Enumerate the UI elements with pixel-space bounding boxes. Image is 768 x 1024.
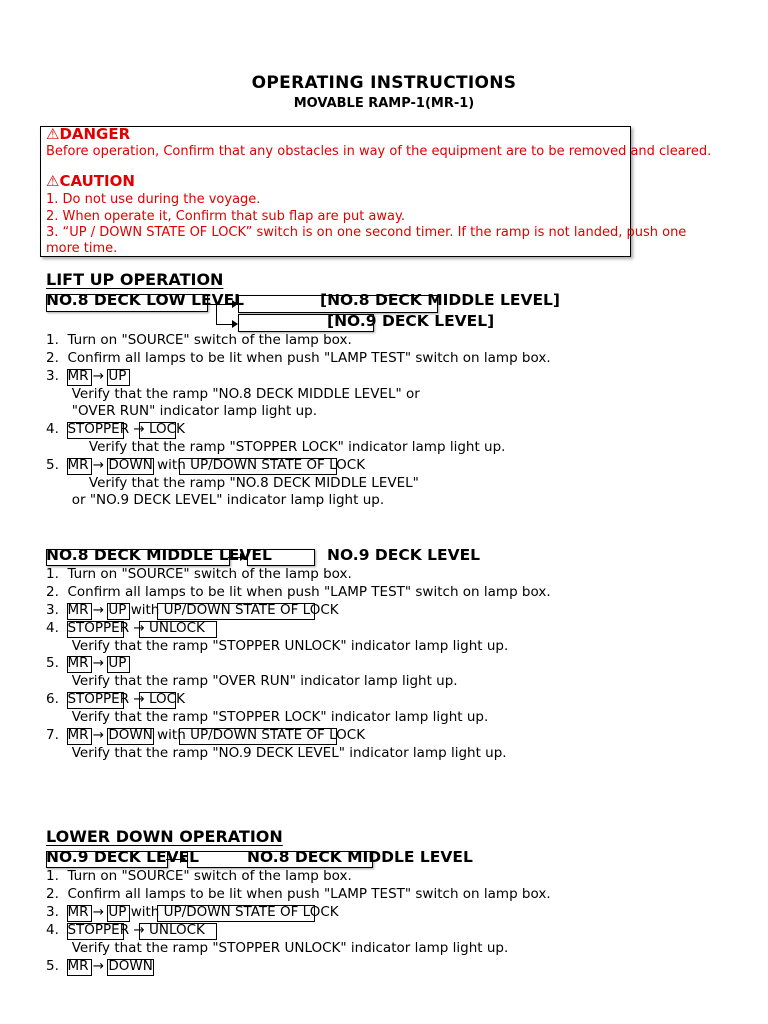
middle-from-level: NO.8 DECK MIDDLE LEVEL xyxy=(46,546,272,564)
step: 4. STOPPER → UNLOCK xyxy=(46,620,205,636)
caution-item-3-cont: more time. xyxy=(46,241,118,256)
switch-box xyxy=(67,692,124,709)
branch-line xyxy=(216,304,217,324)
switch-box xyxy=(107,728,154,745)
lower-from-level: NO.9 DECK LEVEL xyxy=(46,848,200,866)
switch-box xyxy=(157,603,315,620)
caution-item-3: 3. “UP / DOWN STATE OF LOCK” switch is on one second timer. If the ramp is not landed, push one xyxy=(46,225,687,240)
switch-box xyxy=(139,621,217,638)
switch-box xyxy=(67,959,92,976)
danger-title: ⚠DANGER xyxy=(46,125,131,143)
switch-box xyxy=(67,923,124,940)
step: 2. Confirm all lamps to be lit when push "LAMP TEST" switch on lamp box. xyxy=(46,886,551,902)
step: 7. MR → DOWN with UP/DOWN STATE OF LOCK xyxy=(46,727,366,743)
level-box xyxy=(247,549,315,566)
switch-box xyxy=(139,692,176,709)
middle-to-level: NO.9 DECK LEVEL xyxy=(327,546,481,564)
level-box xyxy=(187,851,373,868)
step: 4. STOPPER → LOCK xyxy=(46,421,185,437)
arrow-head-icon xyxy=(232,300,238,308)
step: or "NO.9 DECK LEVEL" indicator lamp light up. xyxy=(46,492,385,508)
lift-up-from-level: NO.8 DECK LOW LEVEL xyxy=(46,291,245,309)
danger-text: Before operation, Confirm that any obstacles in way of the equipment are to be removed and cleared. xyxy=(46,144,712,159)
step: 2. Confirm all lamps to be lit when push "LAMP TEST" switch on lamp box. xyxy=(46,584,551,600)
step: 5. MR → DOWN xyxy=(46,958,153,974)
lift-up-to-level-1: [NO.8 DECK MIDDLE LEVEL] xyxy=(320,291,560,309)
switch-box xyxy=(107,905,130,922)
arrow-head-icon xyxy=(240,553,246,561)
switch-box xyxy=(179,458,337,475)
caution-item-1: 1. Do not use during the voyage. xyxy=(46,192,261,207)
step: 1. Turn on "SOURCE" switch of the lamp box. xyxy=(46,868,352,884)
page-subtitle: MOVABLE RAMP-1(MR-1) xyxy=(293,96,475,111)
switch-box xyxy=(107,656,130,673)
step: 3. MR → UP xyxy=(46,368,127,384)
switch-box xyxy=(67,656,92,673)
level-box xyxy=(46,851,168,868)
step: 4. STOPPER → UNLOCK xyxy=(46,922,205,938)
level-box xyxy=(46,549,230,566)
step: 5. MR → DOWN with UP/DOWN STATE OF LOCK xyxy=(46,457,366,473)
step: 1. Turn on "SOURCE" switch of the lamp box. xyxy=(46,566,352,582)
switch-box xyxy=(67,458,92,475)
switch-box xyxy=(139,923,217,940)
step: Verify that the ramp "STOPPER UNLOCK" indicator lamp light up. xyxy=(46,638,509,654)
switch-box xyxy=(157,905,315,922)
switch-box xyxy=(67,422,124,439)
switch-box xyxy=(67,905,92,922)
arrow-line xyxy=(206,304,234,305)
lift-up-to-level-2: [NO.9 DECK LEVEL] xyxy=(327,312,495,330)
switch-box xyxy=(179,728,337,745)
page-title: OPERATING INSTRUCTIONS xyxy=(251,73,517,93)
step: Verify that the ramp "NO.9 DECK LEVEL" indicator lamp light up. xyxy=(46,745,507,761)
lower-to-level: NO.8 DECK MIDDLE LEVEL xyxy=(247,848,473,866)
lift-up-heading: LIFT UP OPERATION xyxy=(46,270,224,289)
step: Verify that the ramp "OVER RUN" indicator lamp light up. xyxy=(46,673,458,689)
step: "OVER RUN" indicator lamp light up. xyxy=(46,403,318,419)
step: 2. Confirm all lamps to be lit when push "LAMP TEST" switch on lamp box. xyxy=(46,350,551,366)
level-box xyxy=(238,295,438,313)
lower-down-heading: LOWER DOWN OPERATION xyxy=(46,827,283,846)
step: 3. MR → UP with UP/DOWN STATE OF LOCK xyxy=(46,904,339,920)
switch-box xyxy=(139,422,176,439)
level-box xyxy=(238,314,374,332)
switch-box xyxy=(107,369,130,386)
switch-box xyxy=(67,728,92,745)
step: 1. Turn on "SOURCE" switch of the lamp box. xyxy=(46,332,352,348)
step: 5. MR → UP xyxy=(46,655,127,671)
switch-box xyxy=(67,369,92,386)
step: Verify that the ramp "STOPPER UNLOCK" indicator lamp light up. xyxy=(46,940,509,956)
switch-box xyxy=(107,959,154,976)
step: Verify that the ramp "STOPPER LOCK" indicator lamp light up. xyxy=(46,439,506,455)
step: 6. STOPPER → LOCK xyxy=(46,691,185,707)
step: 3. MR → UP with UP/DOWN STATE OF LOCK xyxy=(46,602,339,618)
switch-box xyxy=(67,603,92,620)
arrow-head-icon xyxy=(232,320,238,328)
switch-box xyxy=(107,603,130,620)
step: Verify that the ramp "NO.8 DECK MIDDLE LEVEL" xyxy=(46,475,419,491)
level-box xyxy=(46,294,208,312)
switch-box xyxy=(67,621,124,638)
arrow-head-icon xyxy=(180,855,186,863)
step: Verify that the ramp "STOPPER LOCK" indicator lamp light up. xyxy=(46,709,489,725)
step: Verify that the ramp "NO.8 DECK MIDDLE LEVEL" or xyxy=(46,386,420,402)
switch-box xyxy=(107,458,154,475)
caution-title: ⚠CAUTION xyxy=(46,172,135,190)
caution-item-2: 2. When operate it, Confirm that sub flap are put away. xyxy=(46,209,405,224)
